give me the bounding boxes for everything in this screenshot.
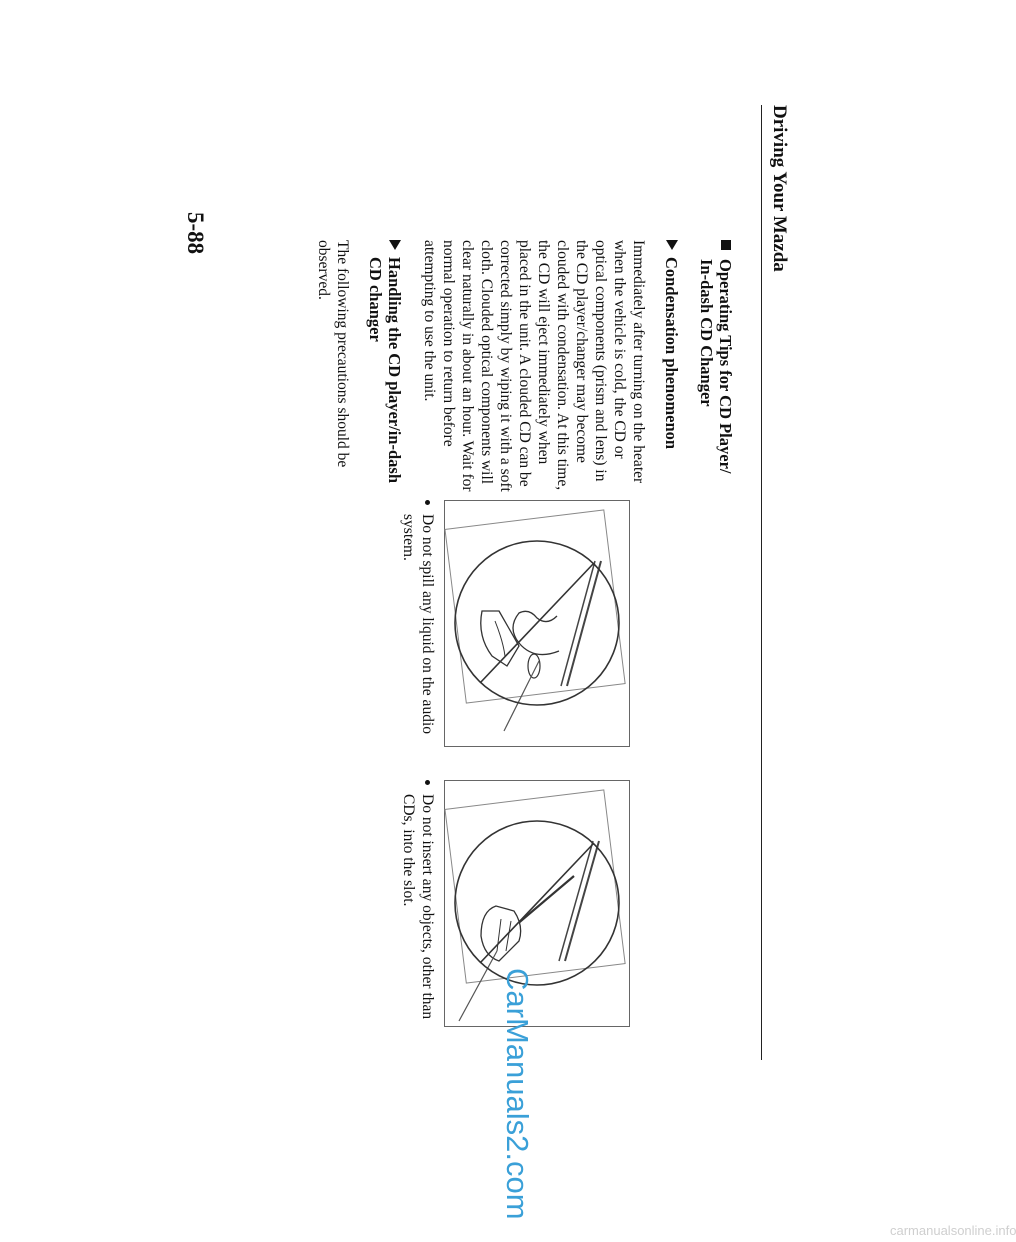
condensation-body: Immediately after turning on the heater when the vehicle is cold, the CD or optical components (prism and lens) in the CD player/changer may become clouded with condensation. At this time, the CD will eject immediately when placed in the unit. A clouded CD can be corrected simply by wiping it with a soft cloth. Clouded optical components will clear naturally in about an hour. Wait for normal operation to return before attempting to use the unit. [421, 240, 647, 492]
square-bullet-icon [721, 240, 731, 250]
caption-text: Do not insert any objects, other than CDs, into the slot. [400, 794, 436, 1020]
bullet-dot-icon [425, 780, 430, 785]
watermark-main[interactable]: CarManuals2.com [500, 968, 535, 1220]
header-rule [761, 105, 762, 1060]
condensation-heading: Condensation phenomenon [662, 257, 681, 450]
page-header: Driving Your Mazda [769, 105, 790, 272]
figure-no-liquid [444, 500, 630, 747]
section-heading [697, 240, 735, 495]
figure-no-objects [444, 780, 630, 1027]
subheading-handling [366, 240, 404, 495]
bullet-dot-icon [425, 500, 430, 505]
subheading-condensation [662, 240, 681, 495]
handling-body: The following precautions should be observed. [315, 240, 351, 468]
text-column [298, 240, 735, 495]
handling-heading: Handling the CD player/in-dash CD changer [366, 257, 404, 484]
page-number: 5-88 [183, 212, 208, 255]
caption-text: Do not spill any liquid on the audio system. [400, 514, 436, 734]
triangle-bullet-icon [389, 240, 401, 250]
no-objects-icon [445, 781, 629, 1026]
no-liquid-icon [445, 501, 629, 746]
caption-no-objects [399, 780, 437, 1035]
triangle-bullet-icon [666, 240, 678, 250]
watermark-footer[interactable]: carmanualsonline.info [890, 1223, 1016, 1238]
section-title: Operating Tips for CD Player/ In-dash CD Changer [697, 259, 735, 474]
caption-no-liquid [399, 500, 437, 755]
